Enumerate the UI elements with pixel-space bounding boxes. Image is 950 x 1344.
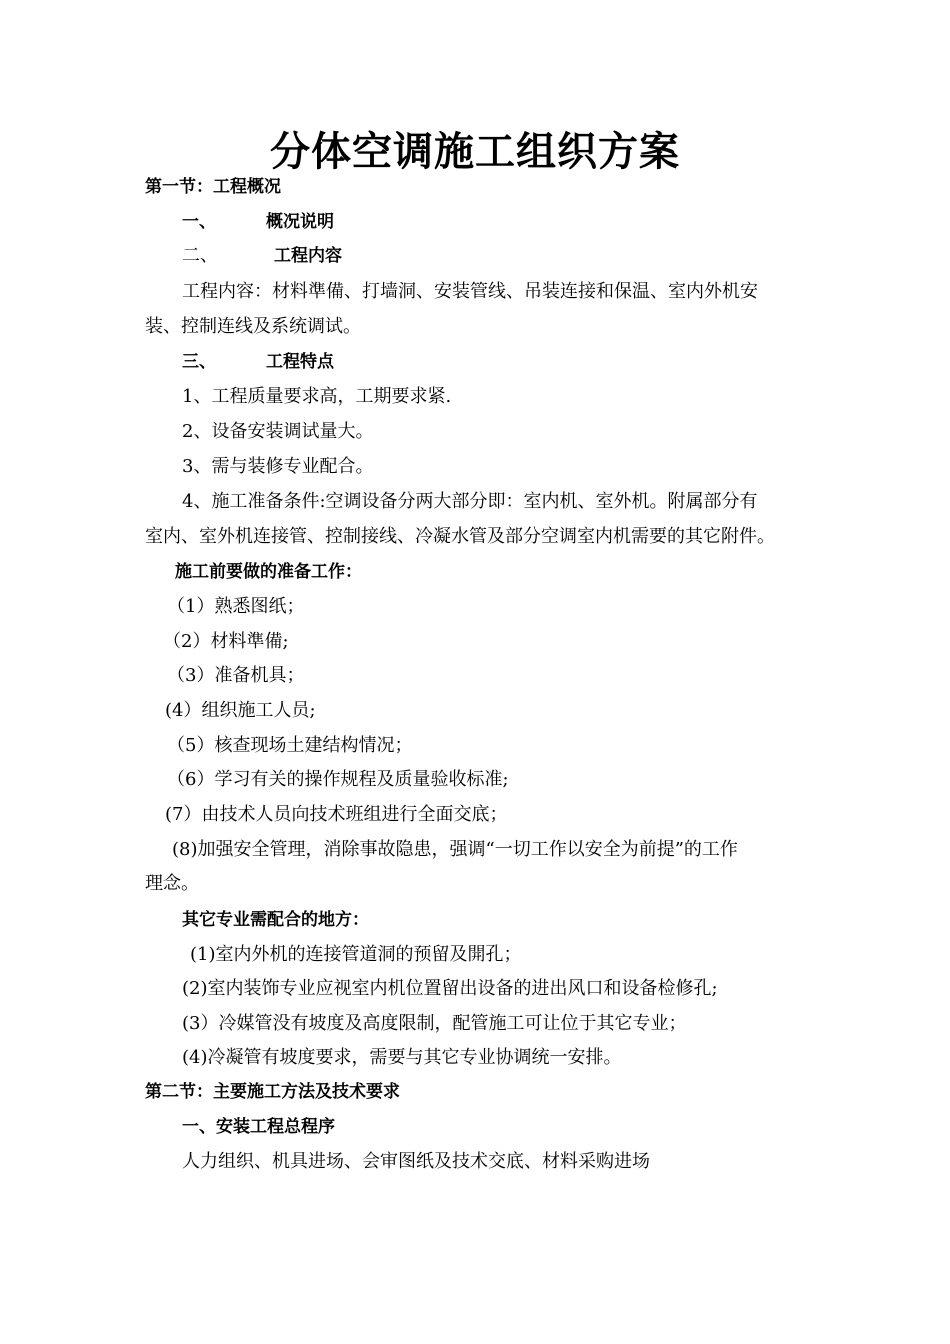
prep-item-8-line-1: (8)加强安全管理，消除事故隐患，强调“一切工作以安全为前提”的工作 xyxy=(172,839,738,860)
feature-4-line-2: 室内、室外机连接管、控制接线、冷凝水管及部分空调室内机需要的其它附件。 xyxy=(145,526,775,547)
section1-heading: 第一节：工程概况 xyxy=(145,177,281,197)
prep-item-3: （3）准备机具； xyxy=(167,665,305,686)
item2-heading xyxy=(182,244,342,268)
other-item-2: (2)室内装饰专业应视室内机位置留出设备的进出风口和设备检修孔; xyxy=(182,978,718,999)
prep-item-6: （6）学习有关的操作规程及质量验收标准; xyxy=(167,769,509,790)
other-item-1: (1)室内外机的连接管道洞的预留及開孔； xyxy=(190,944,522,965)
item2-text: 工程内容 xyxy=(274,246,342,266)
prep-item-1: （1）熟悉图纸； xyxy=(167,596,305,617)
item2-number: 二、 xyxy=(182,245,218,266)
prep-item-5: （5）核查现场土建结构情况； xyxy=(167,735,413,756)
section2-sub1: 一、安装工程总程序 xyxy=(182,1117,335,1137)
item3-heading xyxy=(182,350,334,374)
prep-item-4: (4）组织施工人员; xyxy=(165,700,316,721)
section2-line-1: 人力组织、机具进场、会审图纸及技术交底、材料采购进场 xyxy=(182,1151,650,1172)
feature-4-line-1: 4、施工准备条件:空调设备分两大部分即：室内机、室外机。附属部分有 xyxy=(182,491,758,512)
content-line-2: 装、控制连线及系统调试。 xyxy=(145,316,361,337)
item3-number: 三、 xyxy=(182,352,216,372)
prep-heading: 施工前要做的准备工作： xyxy=(175,562,362,582)
other-item-4: (4)冷凝管有坡度要求，需要与其它专业协调统一安排。 xyxy=(182,1047,622,1068)
prep-item-2: （2）材料準備; xyxy=(163,631,289,652)
feature-2: 2、设备安装调试量大。 xyxy=(182,421,374,442)
feature-3: 3、需与装修专业配合。 xyxy=(182,456,374,477)
other-item-3: (3）冷媒管没有坡度及高度限制，配管施工可让位于其它专业； xyxy=(182,1013,687,1034)
prep-item-7: (7）由技术人员向技术班组进行全面交底； xyxy=(165,804,508,825)
item1-heading xyxy=(182,210,334,234)
item1-number: 一、 xyxy=(182,212,216,232)
document-title: 分体空调施工组织方案 xyxy=(270,128,680,175)
prep-item-8-line-2: 理念。 xyxy=(145,873,199,894)
content-line-1: 工程内容：材料準備、打墙洞、安装管线、吊装连接和保温、室内外机安 xyxy=(182,281,758,302)
section2-heading: 第二节：主要施工方法及技术要求 xyxy=(145,1082,400,1102)
item3-text: 工程特点 xyxy=(266,352,334,372)
feature-1: 1、工程质量要求高，工期要求紧. xyxy=(182,386,452,407)
other-heading: 其它专业需配合的地方： xyxy=(182,910,369,930)
item1-text: 概况说明 xyxy=(266,212,334,232)
